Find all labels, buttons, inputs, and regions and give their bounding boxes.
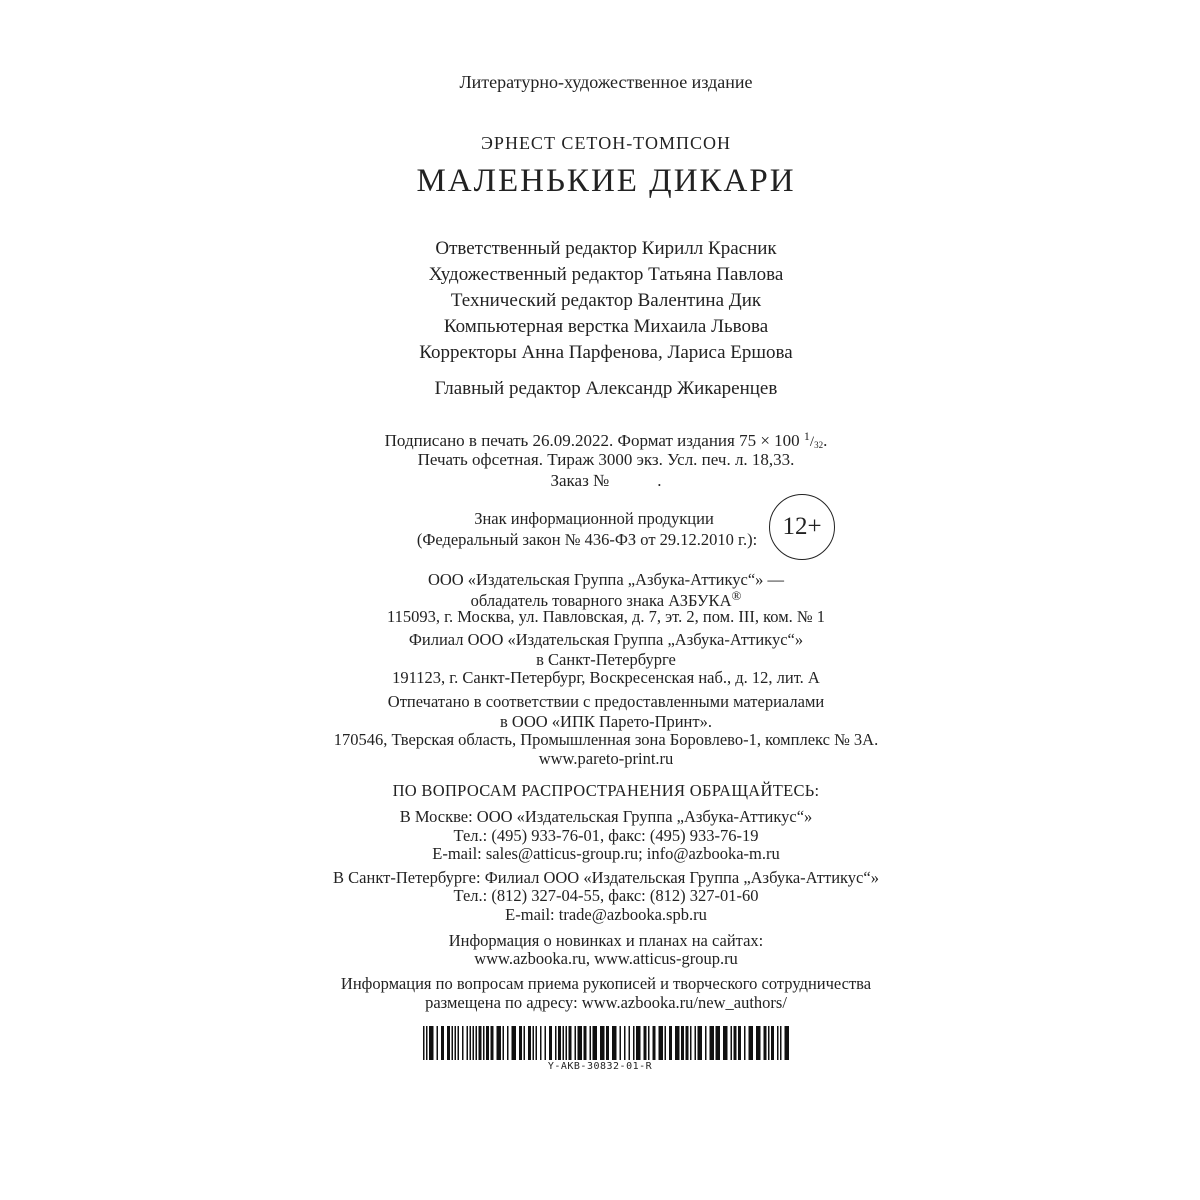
barcode-code: Y-AKB-30832-01-R bbox=[547, 1061, 653, 1072]
book-title: МАЛЕНЬКИЕ ДИКАРИ bbox=[416, 163, 796, 199]
branch-address: 191123, г. Санкт-Петербург, Воскресенская наб., д. 12, лит. А bbox=[392, 668, 820, 687]
publisher-name: ООО «Издательская Группа „Азбука-Аттикус“» — bbox=[427, 570, 785, 589]
branch-city: в Санкт-Петербурге bbox=[536, 650, 676, 669]
info-sign-law: (Федеральный закон № 436-ФЗ от 29.12.2010 г.): bbox=[416, 530, 758, 549]
news-info-line1: Информация о новинках и планах на сайтах: bbox=[448, 931, 764, 950]
barcode-bars bbox=[423, 1026, 789, 1060]
print-run-line: Печать офсетная. Тираж 3000 экз. Усл. печ. л. 18,33. bbox=[417, 450, 795, 469]
distribution-heading: ПО ВОПРОСАМ РАСПРОСТРАНЕНИЯ ОБРАЩАЙТЕСЬ: bbox=[392, 781, 820, 800]
order-label: Заказ № bbox=[550, 471, 610, 490]
manuscripts-info-address: размещена по адресу: www.azbooka.ru/new_authors/ bbox=[425, 993, 787, 1012]
edition-type: Литературно-художественное издание bbox=[459, 72, 753, 92]
format-fraction-numerator: 1 bbox=[803, 429, 810, 443]
credit-layout: Компьютерная верстка Михаила Львова bbox=[443, 316, 769, 337]
moscow-phones: Тел.: (495) 933-76-01, факс: (495) 933-76-19 bbox=[453, 826, 759, 845]
branch-name: Филиал ООО «Издательская Группа „Азбука-Аттикус“» bbox=[408, 630, 804, 649]
credit-art-editor: Художественный редактор Татьяна Павлова bbox=[428, 264, 784, 285]
credit-responsible-editor: Ответственный редактор Кирилл Красник bbox=[435, 238, 777, 259]
age-rating-badge: 12+ bbox=[769, 494, 835, 560]
format-fraction-slash: / bbox=[809, 434, 815, 450]
order-number-line bbox=[6, 471, 1200, 491]
order-end: . bbox=[657, 471, 662, 490]
registered-mark: ® bbox=[731, 588, 742, 603]
printer-website: www.pareto-print.ru bbox=[538, 749, 674, 768]
credit-chief-editor: Главный редактор Александр Жикаренцев bbox=[434, 378, 778, 399]
spb-contact: В Санкт-Петербурге: Филиал ООО «Издательская Группа „Азбука-Аттикус“» bbox=[333, 868, 879, 887]
print-signed-line bbox=[6, 429, 1200, 451]
printer-name: в ООО «ИПК Парето-Принт». bbox=[500, 712, 712, 731]
credit-technical-editor: Технический редактор Валентина Дик bbox=[450, 290, 762, 311]
publisher-trademark-text: обладатель товарного знака АЗБУКА bbox=[470, 591, 732, 610]
publisher-address: 115093, г. Москва, ул. Павловская, д. 7, эт. 2, пом. III, ком. № 1 bbox=[386, 607, 825, 626]
spb-email: E-mail: trade@azbooka.spb.ru bbox=[505, 905, 707, 924]
moscow-email: E-mail: sales@atticus-group.ru; info@azbooka-m.ru bbox=[432, 844, 780, 863]
barcode-graphic bbox=[423, 1026, 789, 1060]
manuscripts-info-line1: Информация по вопросам приема рукописей и творческого сотрудничества bbox=[340, 974, 872, 993]
print-signed-end: . bbox=[823, 431, 828, 450]
author-name: ЭРНЕСТ СЕТОН-ТОМПСОН bbox=[481, 133, 731, 153]
spb-phones: Тел.: (812) 327-04-55, факс: (812) 327-01-60 bbox=[453, 886, 759, 905]
print-signed-text: Подписано в печать 26.09.2022. Формат издания 75 × 100 bbox=[384, 431, 804, 450]
printer-line1: Отпечатано в соответствии с предоставленными материалами bbox=[387, 692, 825, 711]
info-sign-label: Знак информационной продукции bbox=[474, 509, 714, 528]
news-info-sites: www.azbooka.ru, www.atticus-group.ru bbox=[474, 949, 738, 968]
moscow-contact: В Москве: ООО «Издательская Группа „Азбука-Аттикус“» bbox=[399, 807, 813, 826]
format-fraction-denominator: 32 bbox=[814, 440, 824, 450]
credit-proofreaders: Корректоры Анна Парфенова, Лариса Ершова bbox=[419, 342, 793, 363]
printer-address: 170546, Тверская область, Промышленная зона Боровлево-1, комплекс № 3А. bbox=[333, 730, 879, 749]
